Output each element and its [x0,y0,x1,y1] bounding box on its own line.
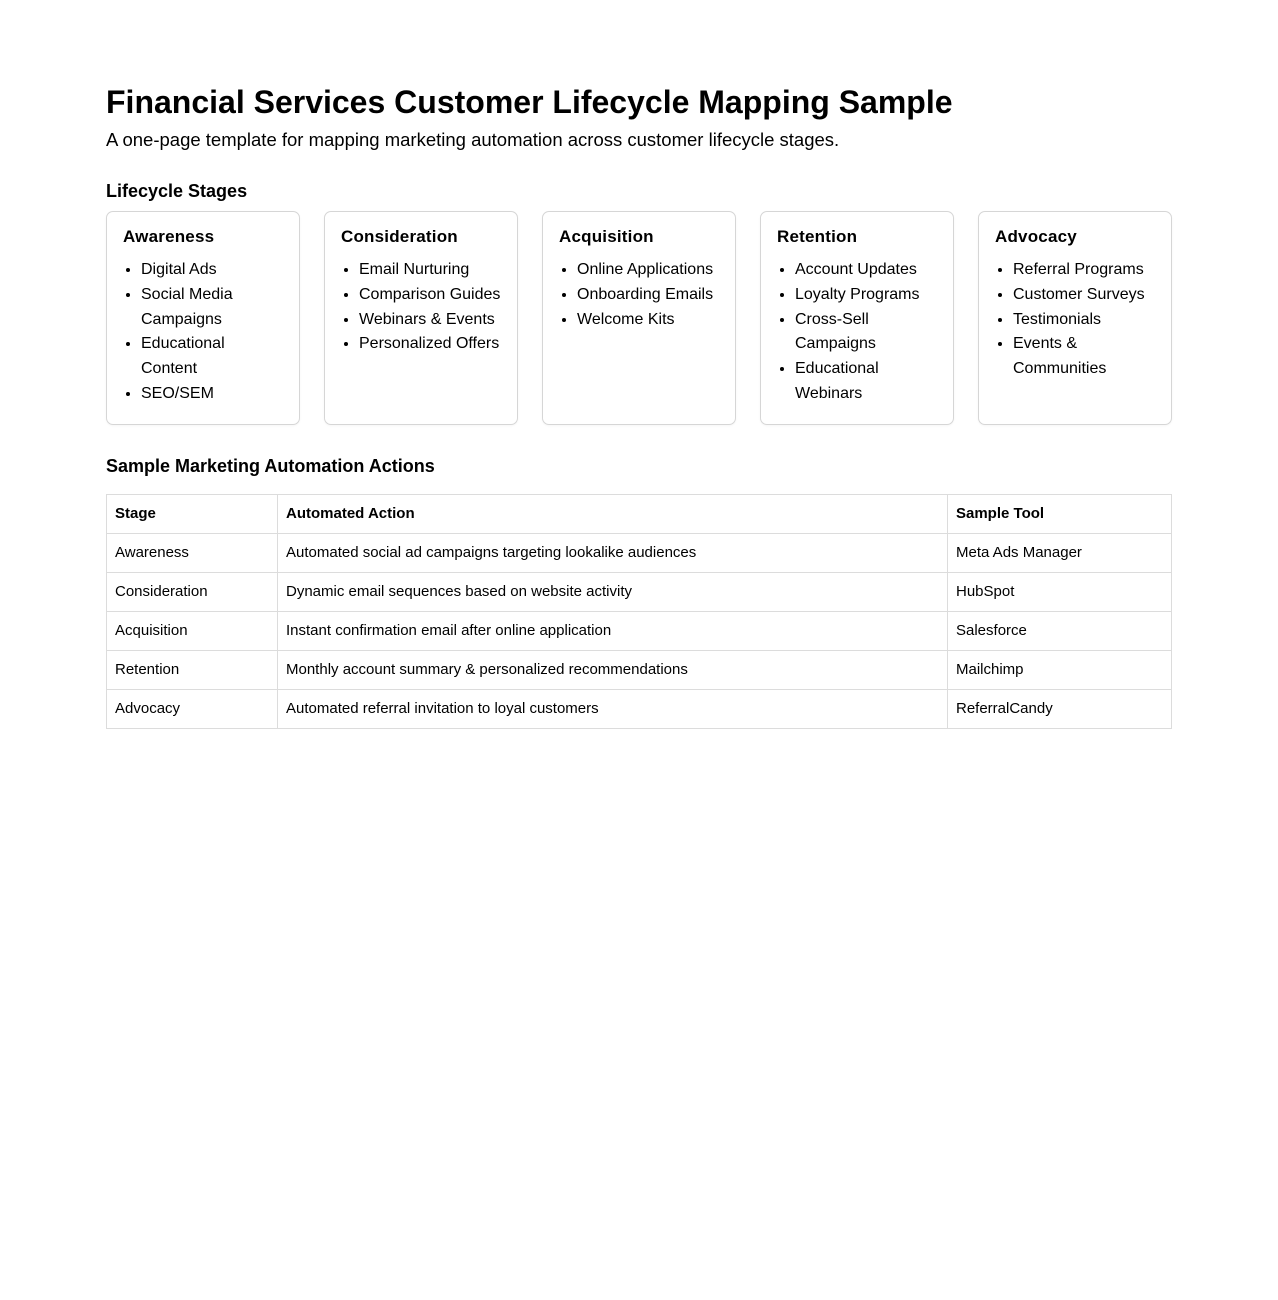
cell-stage: Consideration [107,573,278,612]
table-header-row [107,495,1172,534]
cell-stage: Advocacy [107,690,278,729]
cell-action: Monthly account summary & personalized recommendations [278,651,948,690]
cell-tool: ReferralCandy [948,690,1172,729]
stage-card-retention [760,211,954,425]
stage-item: • Testimonials [1013,308,1155,333]
stage-item: • Digital Ads [141,258,283,283]
stage-item: • Welcome Kits [577,308,719,333]
page-subtitle: A one-page template for mapping marketing automation across customer lifecycle stages. [106,129,840,150]
table-row [107,690,1172,729]
cell-stage: Awareness [107,534,278,573]
cell-stage: Acquisition [107,612,278,651]
cell-tool: Mailchimp [948,651,1172,690]
stage-name: Advocacy [995,227,1077,246]
column-header-tool: Sample Tool [948,495,1172,534]
cell-tool: Meta Ads Manager [948,534,1172,573]
page-title: Financial Services Customer Lifecycle Mapping Sample [106,84,953,120]
cell-action: Automated referral invitation to loyal customers [278,690,948,729]
stage-item: • Email Nurturing [359,258,501,283]
stage-item: • Loyalty Programs [795,283,937,308]
stage-items [777,258,937,407]
stage-item: • Comparison Guides [359,283,501,308]
stage-items [995,258,1155,382]
stage-item: • Onboarding Emails [577,283,719,308]
table-row [107,651,1172,690]
cell-stage: Retention [107,651,278,690]
stage-name: Consideration [341,227,458,246]
table-row [107,612,1172,651]
automation-table [106,494,1172,729]
stage-item: • Customer Surveys [1013,283,1155,308]
column-header-action: Automated Action [278,495,948,534]
stage-item: • Educational Content [141,332,283,382]
table-row [107,534,1172,573]
stage-item: • Events & Communities [1013,332,1155,382]
table-row [107,573,1172,612]
stage-name: Awareness [123,227,215,246]
stage-item: • Educational Webinars [795,357,937,407]
stage-item: • Personalized Offers [359,332,501,357]
cell-tool: HubSpot [948,573,1172,612]
stage-item: • Online Applications [577,258,719,283]
stage-name: Retention [777,227,858,246]
stage-item: • Cross-Sell Campaigns [795,308,937,358]
stage-card-awareness [106,211,300,425]
stage-item: • Social Media Campaigns [141,283,283,333]
stage-item: • SEO/SEM [141,382,283,407]
cell-action: Automated social ad campaigns targeting lookalike audiences [278,534,948,573]
lifecycle-stages-heading: Lifecycle Stages [106,181,248,201]
lifecycle-stages [106,211,1172,425]
stage-items [559,258,719,332]
stage-item: • Referral Programs [1013,258,1155,283]
automation-actions-heading: Sample Marketing Automation Actions [106,456,435,476]
stage-card-consideration [324,211,518,425]
stage-items [341,258,501,357]
cell-action: Instant confirmation email after online application [278,612,948,651]
column-header-stage: Stage [107,495,278,534]
stage-name: Acquisition [559,227,654,246]
cell-action: Dynamic email sequences based on website activity [278,573,948,612]
stage-card-acquisition [542,211,736,425]
stage-item: • Account Updates [795,258,937,283]
stage-item: • Webinars & Events [359,308,501,333]
document-page [106,0,1172,729]
cell-tool: Salesforce [948,612,1172,651]
stage-card-advocacy [978,211,1172,425]
stage-items [123,258,283,407]
